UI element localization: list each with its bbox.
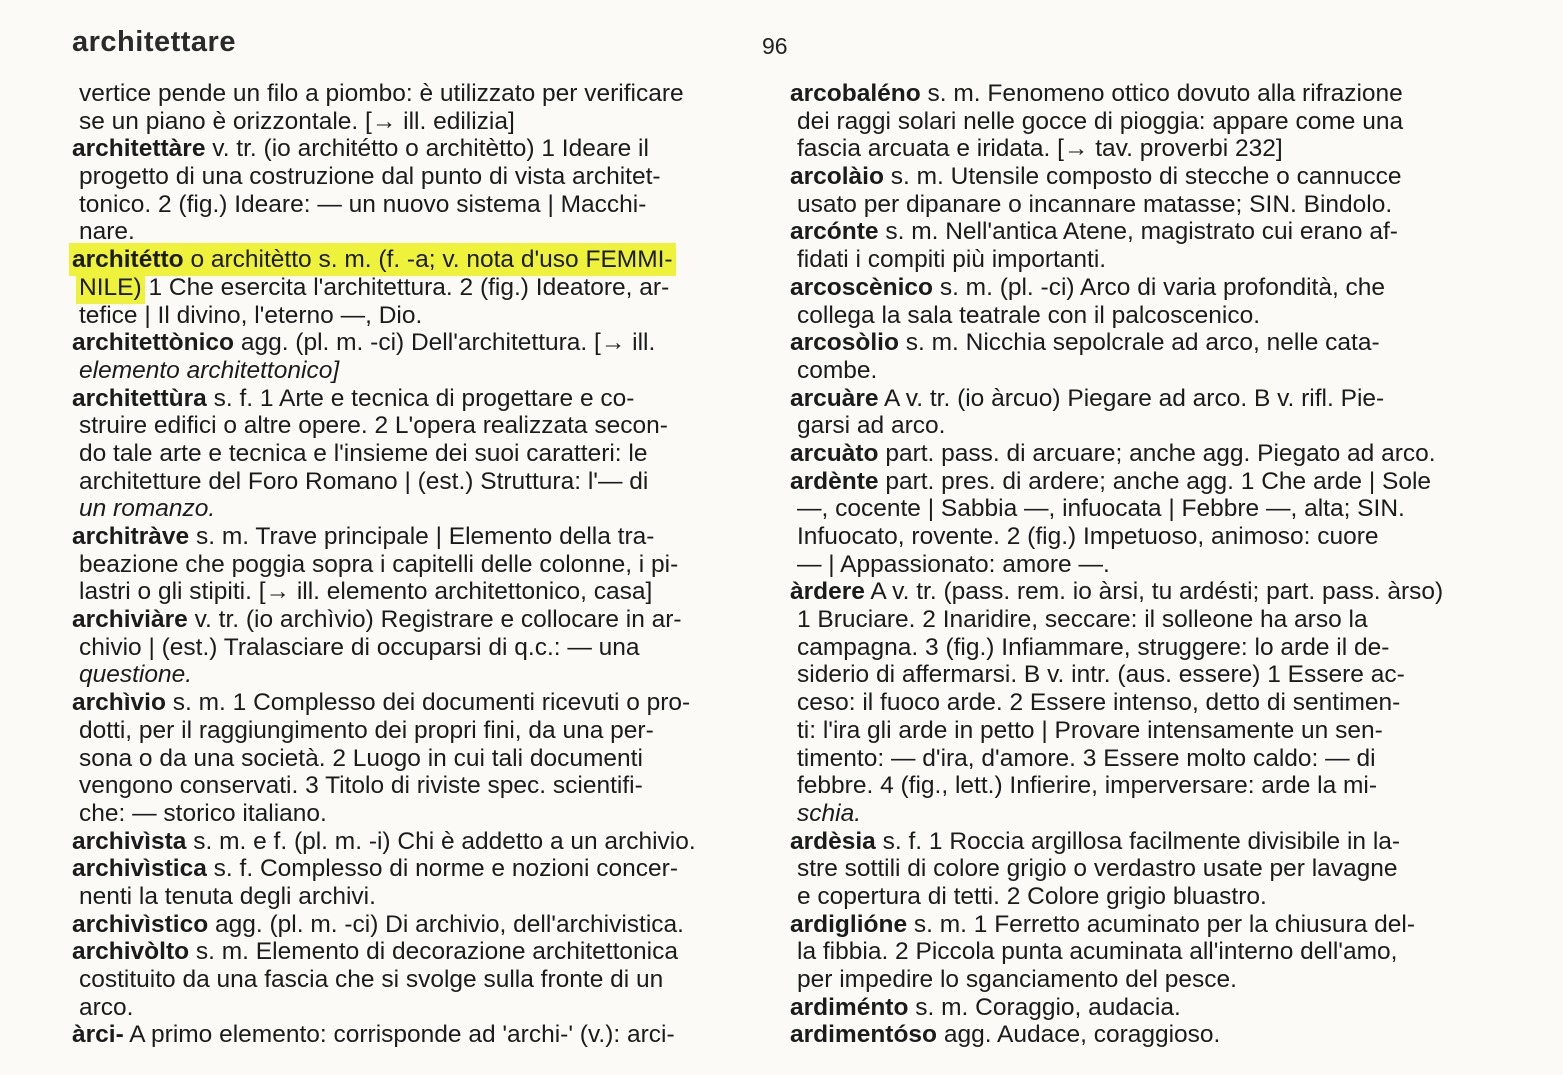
definition-text: s. f. 1 Arte e tecnica di progettare e co- (213, 384, 635, 412)
definition-line: do tale arte e tecnica e l'insieme dei suoi caratteri: le (79, 439, 648, 467)
definition-line: progetto di una costruzione dal punto di vista architet- (79, 163, 661, 191)
definition-line: usato per dipanare o incannare matasse; SIN. Bindolo. (797, 190, 1393, 218)
definition-line: arco. (79, 993, 134, 1021)
definition-line: architetture del Foro Romano | (est.) Struttura: l'— di (79, 467, 649, 495)
definition-text: o architètto s. m. (f. -a; v. nota d'uso FEMMI- (190, 246, 673, 274)
entry-archiviare (72, 606, 772, 634)
entry-continuation-line: se un piano è orizzontale. [→ ill. edilizia] (79, 107, 515, 135)
entry-archivistico (72, 911, 772, 939)
entry-arconte (790, 218, 1495, 246)
highlight-marker: NILE) (79, 273, 142, 301)
headword: architràve (72, 523, 190, 550)
entry-archivio (72, 689, 772, 717)
definition-line: che: — storico italiano. (79, 799, 327, 827)
right-column (790, 80, 1495, 1049)
definition-text: s. m. Coraggio, audacia. (915, 993, 1181, 1021)
entry-arcuato (790, 440, 1495, 468)
definition-text: s. m. Nicchia sepolcrale ad arco, nelle cata- (905, 329, 1380, 357)
headword: arcónte (790, 218, 879, 246)
definition-text: s. m. Trave principale | Elemento della tra- (195, 523, 655, 550)
left-column (72, 80, 772, 1049)
definition-line: un romanzo. (79, 495, 216, 523)
definition-line: e copertura di tetti. 2 Colore grigio bluastro. (797, 882, 1267, 910)
definition-line: collega la sala teatrale con il palcoscenico. (797, 301, 1261, 329)
definition-text: agg. (pl. m. -ci) Di archivio, dell'archivistica. (215, 910, 684, 938)
definition-text: A v. tr. (io àrcuo) Piegare ad arco. B v. rifl. Pie- (884, 384, 1385, 412)
entry-ardimento (790, 994, 1495, 1022)
definition-text: s. m. Elemento di decorazione architettonica (195, 938, 678, 966)
definition-text: s. m. 1 Complesso dei documenti ricevuti o pro- (172, 689, 691, 717)
guide-word: architettare (72, 26, 236, 58)
definition-text: s. m. e f. (pl. m. -i) Chi è addetto a un archivio. (193, 827, 696, 855)
definition-text: v. tr. (io architétto o architètto) 1 Ideare il (212, 135, 649, 163)
headword: archiviàre (72, 606, 188, 634)
entry-archivista (72, 828, 772, 856)
entry-arcuare (790, 385, 1495, 413)
headword: ardiglióne (790, 910, 908, 938)
definition-line: sona o da una società. 2 Luogo in cui tali documenti (79, 744, 643, 772)
entry-arcosolio (790, 329, 1495, 357)
headword: arcoscènico (790, 273, 933, 301)
headword: arcosòlio (790, 329, 899, 357)
definition-line: ceso: il fuoco arde. 2 Essere intenso, detto di sentimen- (797, 689, 1401, 717)
definition-line: fascia arcuata e iridata. [→ tav. proverbi 232] (797, 135, 1283, 163)
headword: archìvio (72, 689, 166, 717)
highlight-marker (72, 246, 673, 273)
headword: archivòlto (72, 938, 190, 966)
definition-line (72, 274, 772, 302)
definition-line: chivio | (est.) Tralasciare di occuparsi di q.c.: — una (79, 633, 640, 661)
definition-line: febbre. 4 (fig., lett.) Infierire, imperversare: arde la mi- (797, 772, 1378, 800)
definition-text: agg. Audace, coraggioso. (943, 1021, 1221, 1049)
entry-architrave (72, 523, 772, 551)
definition-line: fidati i compiti più importanti. (797, 246, 1107, 274)
page-number: 96 (762, 33, 788, 59)
headword: arcolàio (790, 163, 884, 191)
definition-line: la fibbia. 2 Piccola punta acuminata all'interno dell'amo, (797, 938, 1398, 966)
definition-line: lastri o gli stipiti. [→ ill. elemento architettonico, casa] (79, 578, 653, 606)
headword: archivìsta (72, 827, 187, 855)
definition-line: combe. (797, 356, 878, 384)
entry-continuation-line: vertice pende un filo a piombo: è utilizzato per verificare (79, 80, 684, 107)
definition-text: s. m. (pl. -ci) Arco di varia profondità, che (939, 273, 1386, 301)
definition-text: s. m. 1 Ferretto acuminato per la chiusura del- (913, 910, 1415, 938)
entry-arcobaleno (790, 80, 1495, 108)
headword: archivìstica (72, 855, 207, 883)
definition-text: part. pres. di ardere; anche agg. 1 Che arde | Sole (885, 467, 1432, 495)
definition-line: —, cocente | Sabbia —, infuocata | Febbre —, alta; SIN. (797, 495, 1405, 523)
definition-text: A primo elemento: corrisponde ad 'archi-' (v.): arci- (129, 1021, 675, 1049)
definition-line: — | Appassionato: amore —. (797, 550, 1110, 578)
definition-line: struire edifici o altre opere. 2 L'opera realizzata secon- (79, 412, 668, 440)
definition-text: v. tr. (io archìvio) Registrare e collocare in ar- (194, 606, 682, 634)
definition-line: dotti, per il raggiungimento dei propri fini, da una per- (79, 716, 654, 744)
definition-line: schia. (797, 799, 862, 827)
entry-ardente (790, 468, 1495, 496)
definition-line: elemento architettonico] (79, 356, 340, 384)
entry-arcoscenico (790, 274, 1495, 302)
entry-arci (72, 1021, 772, 1049)
definition-line: nare. (79, 218, 135, 246)
entry-archivolto (72, 938, 772, 966)
entry-architetto (72, 246, 772, 274)
definition-line: garsi ad arco. (797, 412, 946, 440)
definition-line: dei raggi solari nelle gocce di pioggia: appare come una (797, 107, 1404, 135)
definition-text: s. f. 1 Roccia argillosa facilmente divisibile in la- (882, 827, 1401, 855)
entry-archivistica (72, 855, 772, 883)
definition-line: questione. (79, 661, 193, 689)
definition-text: 1 Che esercita l'architettura. 2 (fig.) Ideatore, ar- (148, 273, 670, 301)
entry-architettura (72, 385, 772, 413)
definition-line: vengono conservati. 3 Titolo di riviste spec. scientifi- (79, 772, 643, 800)
headword: arcobaléno (790, 80, 921, 107)
headword: arcuàto (790, 439, 879, 467)
definition-text: agg. (pl. m. -ci) Dell'architettura. [→ ill. (240, 329, 656, 357)
headword: ardèsia (790, 827, 876, 855)
headword: architettònico (72, 329, 234, 357)
definition-line: Infuocato, rovente. 2 (fig.) Impetuoso, animoso: cuore (797, 523, 1379, 550)
entry-ardimentoso (790, 1021, 1495, 1049)
entry-ardesia (790, 828, 1495, 856)
entry-ardere (790, 578, 1495, 606)
definition-line: tefice | Il divino, l'eterno —, Dio. (79, 301, 423, 329)
entry-architettare (72, 135, 772, 163)
definition-line: siderio di affermarsi. B v. intr. (aus. essere) 1 Essere ac- (797, 661, 1405, 689)
entry-arcolaio (790, 163, 1495, 191)
headword: ardiménto (790, 993, 909, 1021)
definition-text: part. pass. di arcuare; anche agg. Piegato ad arco. (885, 439, 1436, 467)
definition-line: nenti la tenuta degli archivi. (79, 882, 376, 910)
entry-architettonico (72, 329, 772, 357)
definition-line: stre sottili di colore grigio o verdastro usate per lavagne (797, 855, 1398, 883)
headword: architétto (72, 246, 184, 274)
definition-line: timento: — d'ira, d'amore. 3 Essere molto caldo: — di (797, 744, 1376, 772)
headword: architettùra (72, 384, 207, 412)
definition-line: per impedire lo sganciamento del pesce. (797, 966, 1237, 993)
definition-text: s. m. Nell'antica Atene, magistrato cui erano af- (885, 218, 1398, 246)
headword: àrdere (790, 578, 865, 606)
headword: architettàre (72, 135, 206, 163)
headword: ardènte (790, 467, 879, 495)
definition-line: tonico. 2 (fig.) Ideare: — un nuovo sistema | Macchi- (79, 190, 647, 218)
definition-line: beazione che poggia sopra i capitelli delle colonne, i pi- (79, 550, 679, 578)
headword: ardimentóso (790, 1021, 938, 1049)
definition-text: s. f. Complesso di norme e nozioni concer- (213, 855, 678, 883)
definition-line: costituito da una fascia che si svolge sulla fronte di un (79, 966, 664, 993)
definition-text: s. m. Utensile composto di stecche o cannucce (890, 163, 1402, 191)
definition-line: ti: l'ira gli arde in petto | Provare intensamente un sen- (797, 716, 1383, 744)
headword: arcuàre (790, 384, 879, 412)
definition-line: 1 Bruciare. 2 Inaridire, seccare: il solleone ha arso la (797, 606, 1368, 634)
definition-text: A v. tr. (pass. rem. io àrsi, tu ardésti; part. pass. àrso) (870, 578, 1444, 606)
headword: archivìstico (72, 910, 209, 938)
entry-ardiglione (790, 911, 1495, 939)
definition-line: campagna. 3 (fig.) Infiammare, struggere: lo arde il de- (797, 633, 1390, 661)
definition-text: s. m. Fenomeno ottico dovuto alla rifrazione (927, 80, 1403, 107)
headword: àrci- (72, 1021, 124, 1049)
